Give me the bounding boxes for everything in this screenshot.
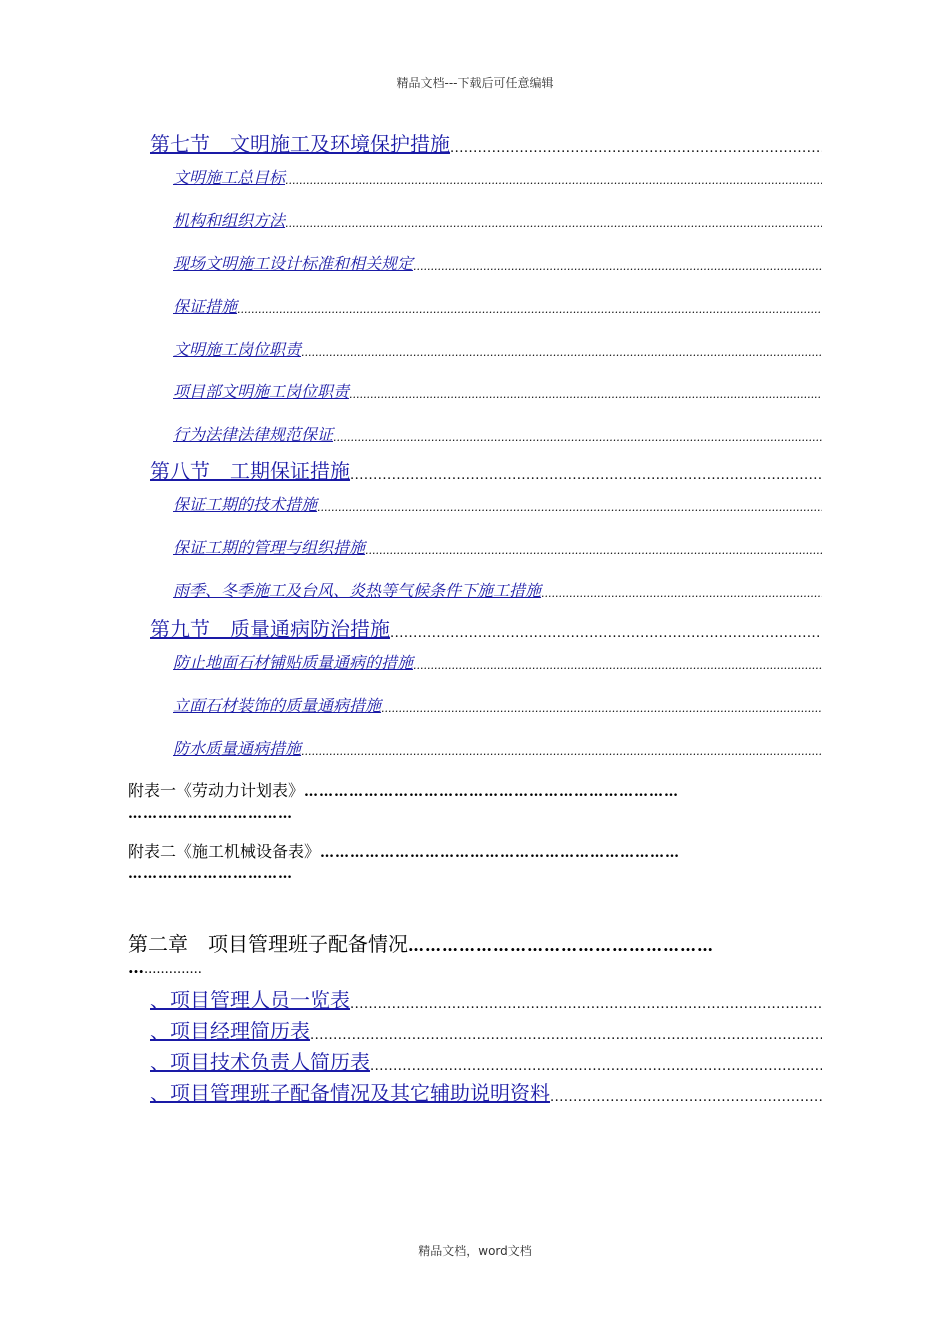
toc-leader-dots [301, 745, 822, 759]
toc-entry-title[interactable]: 保证措施 [173, 297, 238, 316]
toc-leader-dots [301, 346, 822, 360]
toc-entry[interactable] [173, 334, 822, 360]
appendix-leader-dots-cont: …………………………… [128, 866, 293, 882]
toc-entry-pm-resume[interactable] [150, 1018, 822, 1044]
toc-entry-title[interactable]: 雨季、冬季施工及台风、炎热等气候条件下施工措施 [173, 581, 542, 600]
toc-entry-staff-list[interactable] [150, 987, 822, 1013]
toc-entry[interactable] [173, 205, 822, 231]
toc-leader-dots [350, 468, 822, 484]
toc-section-9[interactable] [150, 616, 822, 642]
toc-entry-title[interactable]: 、项目管理人员一览表 [150, 988, 350, 1012]
toc-leader-dots [365, 544, 822, 558]
chapter-leader-dots-cont [128, 958, 328, 977]
appendix-labor-plan [128, 778, 822, 801]
toc-section-title[interactable]: 第八节 工期保证措施 [150, 459, 350, 483]
chapter-title: 第二章 项目管理班子配备情况 [128, 932, 408, 956]
toc-entry[interactable] [173, 690, 822, 716]
toc-section-8[interactable] [150, 458, 822, 484]
toc-leader-dots [450, 141, 822, 157]
appendix-leader-dots: ………………………………………………………………… [304, 784, 680, 800]
toc-leader-dots [370, 1059, 822, 1075]
toc-entry[interactable] [173, 291, 822, 317]
toc-leader-dots [541, 587, 822, 601]
appendix-label: 附表一《劳动力计划表》 [128, 781, 305, 800]
toc-entry-team-info[interactable] [150, 1080, 822, 1106]
toc-entry-title[interactable]: 现场文明施工设计标准和相关规定 [173, 254, 414, 273]
toc-leader-dots [349, 388, 822, 402]
toc-entry-title[interactable]: 项目部文明施工岗位职责 [173, 382, 350, 401]
toc-section-7[interactable] [150, 131, 822, 157]
toc-leader-dots [333, 431, 822, 445]
toc-leader-dots [317, 501, 822, 515]
toc-leader-dots [390, 626, 822, 642]
toc-entry-title[interactable]: 、项目经理简历表 [150, 1019, 310, 1043]
toc-leader-dots [550, 1090, 822, 1106]
appendix-label: 附表二《施工机械设备表》 [128, 842, 321, 861]
toc-entry-title[interactable]: 保证工期的管理与组织措施 [173, 538, 366, 557]
toc-entry-title[interactable]: 保证工期的技术措施 [173, 495, 318, 514]
appendix-leader-dots-cont: …………………………… [128, 806, 293, 822]
toc-entry-tech-lead-resume[interactable] [150, 1049, 822, 1075]
toc-leader-dots [285, 217, 822, 231]
toc-entry[interactable] [173, 248, 822, 274]
page-footer: 精品文档，word文档 [418, 1244, 532, 1258]
toc-entry-title[interactable]: 文明施工岗位职责 [173, 340, 302, 359]
toc-entry-title[interactable]: 、项目技术负责人简历表 [150, 1050, 370, 1074]
toc-leader-dots [413, 260, 822, 274]
page-header: 精品文档---下载后可任意编辑 [396, 76, 554, 90]
toc-leader-dots [310, 1028, 822, 1044]
toc-leader-dots [413, 659, 822, 673]
toc-entry-title[interactable]: 立面石材装饰的质量通病措施 [173, 696, 382, 715]
toc-entry[interactable] [173, 532, 822, 558]
toc-entry[interactable] [173, 575, 822, 601]
toc-entry[interactable] [173, 376, 822, 402]
toc-leader-dots [381, 702, 822, 716]
toc-leader-dots [237, 303, 822, 317]
toc-entry[interactable] [173, 489, 822, 515]
chapter-leader-dots-a: … [128, 958, 144, 977]
toc-entry[interactable] [173, 162, 822, 188]
toc-entry-title[interactable]: 防止地面石材铺贴质量通病的措施 [173, 653, 414, 672]
toc-entry-title[interactable]: 行为法律法律规范保证 [173, 425, 334, 444]
toc-section-title[interactable]: 第七节 文明施工及环境保护措施 [150, 132, 450, 156]
toc-leader-dots [285, 174, 822, 188]
toc-entry[interactable] [173, 419, 822, 445]
appendix-equipment-table [128, 839, 822, 862]
toc-entry-title[interactable]: 防水质量通病措施 [173, 739, 302, 758]
toc-entry-title[interactable]: 文明施工总目标 [173, 168, 286, 187]
toc-entry-title[interactable]: 、项目管理班子配备情况及其它辅助说明资料 [150, 1081, 550, 1105]
toc-section-title[interactable]: 第九节 质量通病防治措施 [150, 617, 390, 641]
chapter-leader-dots: ……………………………………………… [408, 936, 714, 955]
chapter-2-heading [128, 928, 822, 957]
toc-entry-title[interactable]: 机构和组织方法 [173, 211, 286, 230]
toc-entry[interactable] [173, 733, 822, 759]
toc-entry[interactable] [173, 647, 822, 673]
chapter-leader-dots-b: .............. [144, 962, 202, 977]
toc-leader-dots [350, 997, 822, 1013]
appendix-leader-dots: ……………………………………………………………… [320, 845, 681, 861]
